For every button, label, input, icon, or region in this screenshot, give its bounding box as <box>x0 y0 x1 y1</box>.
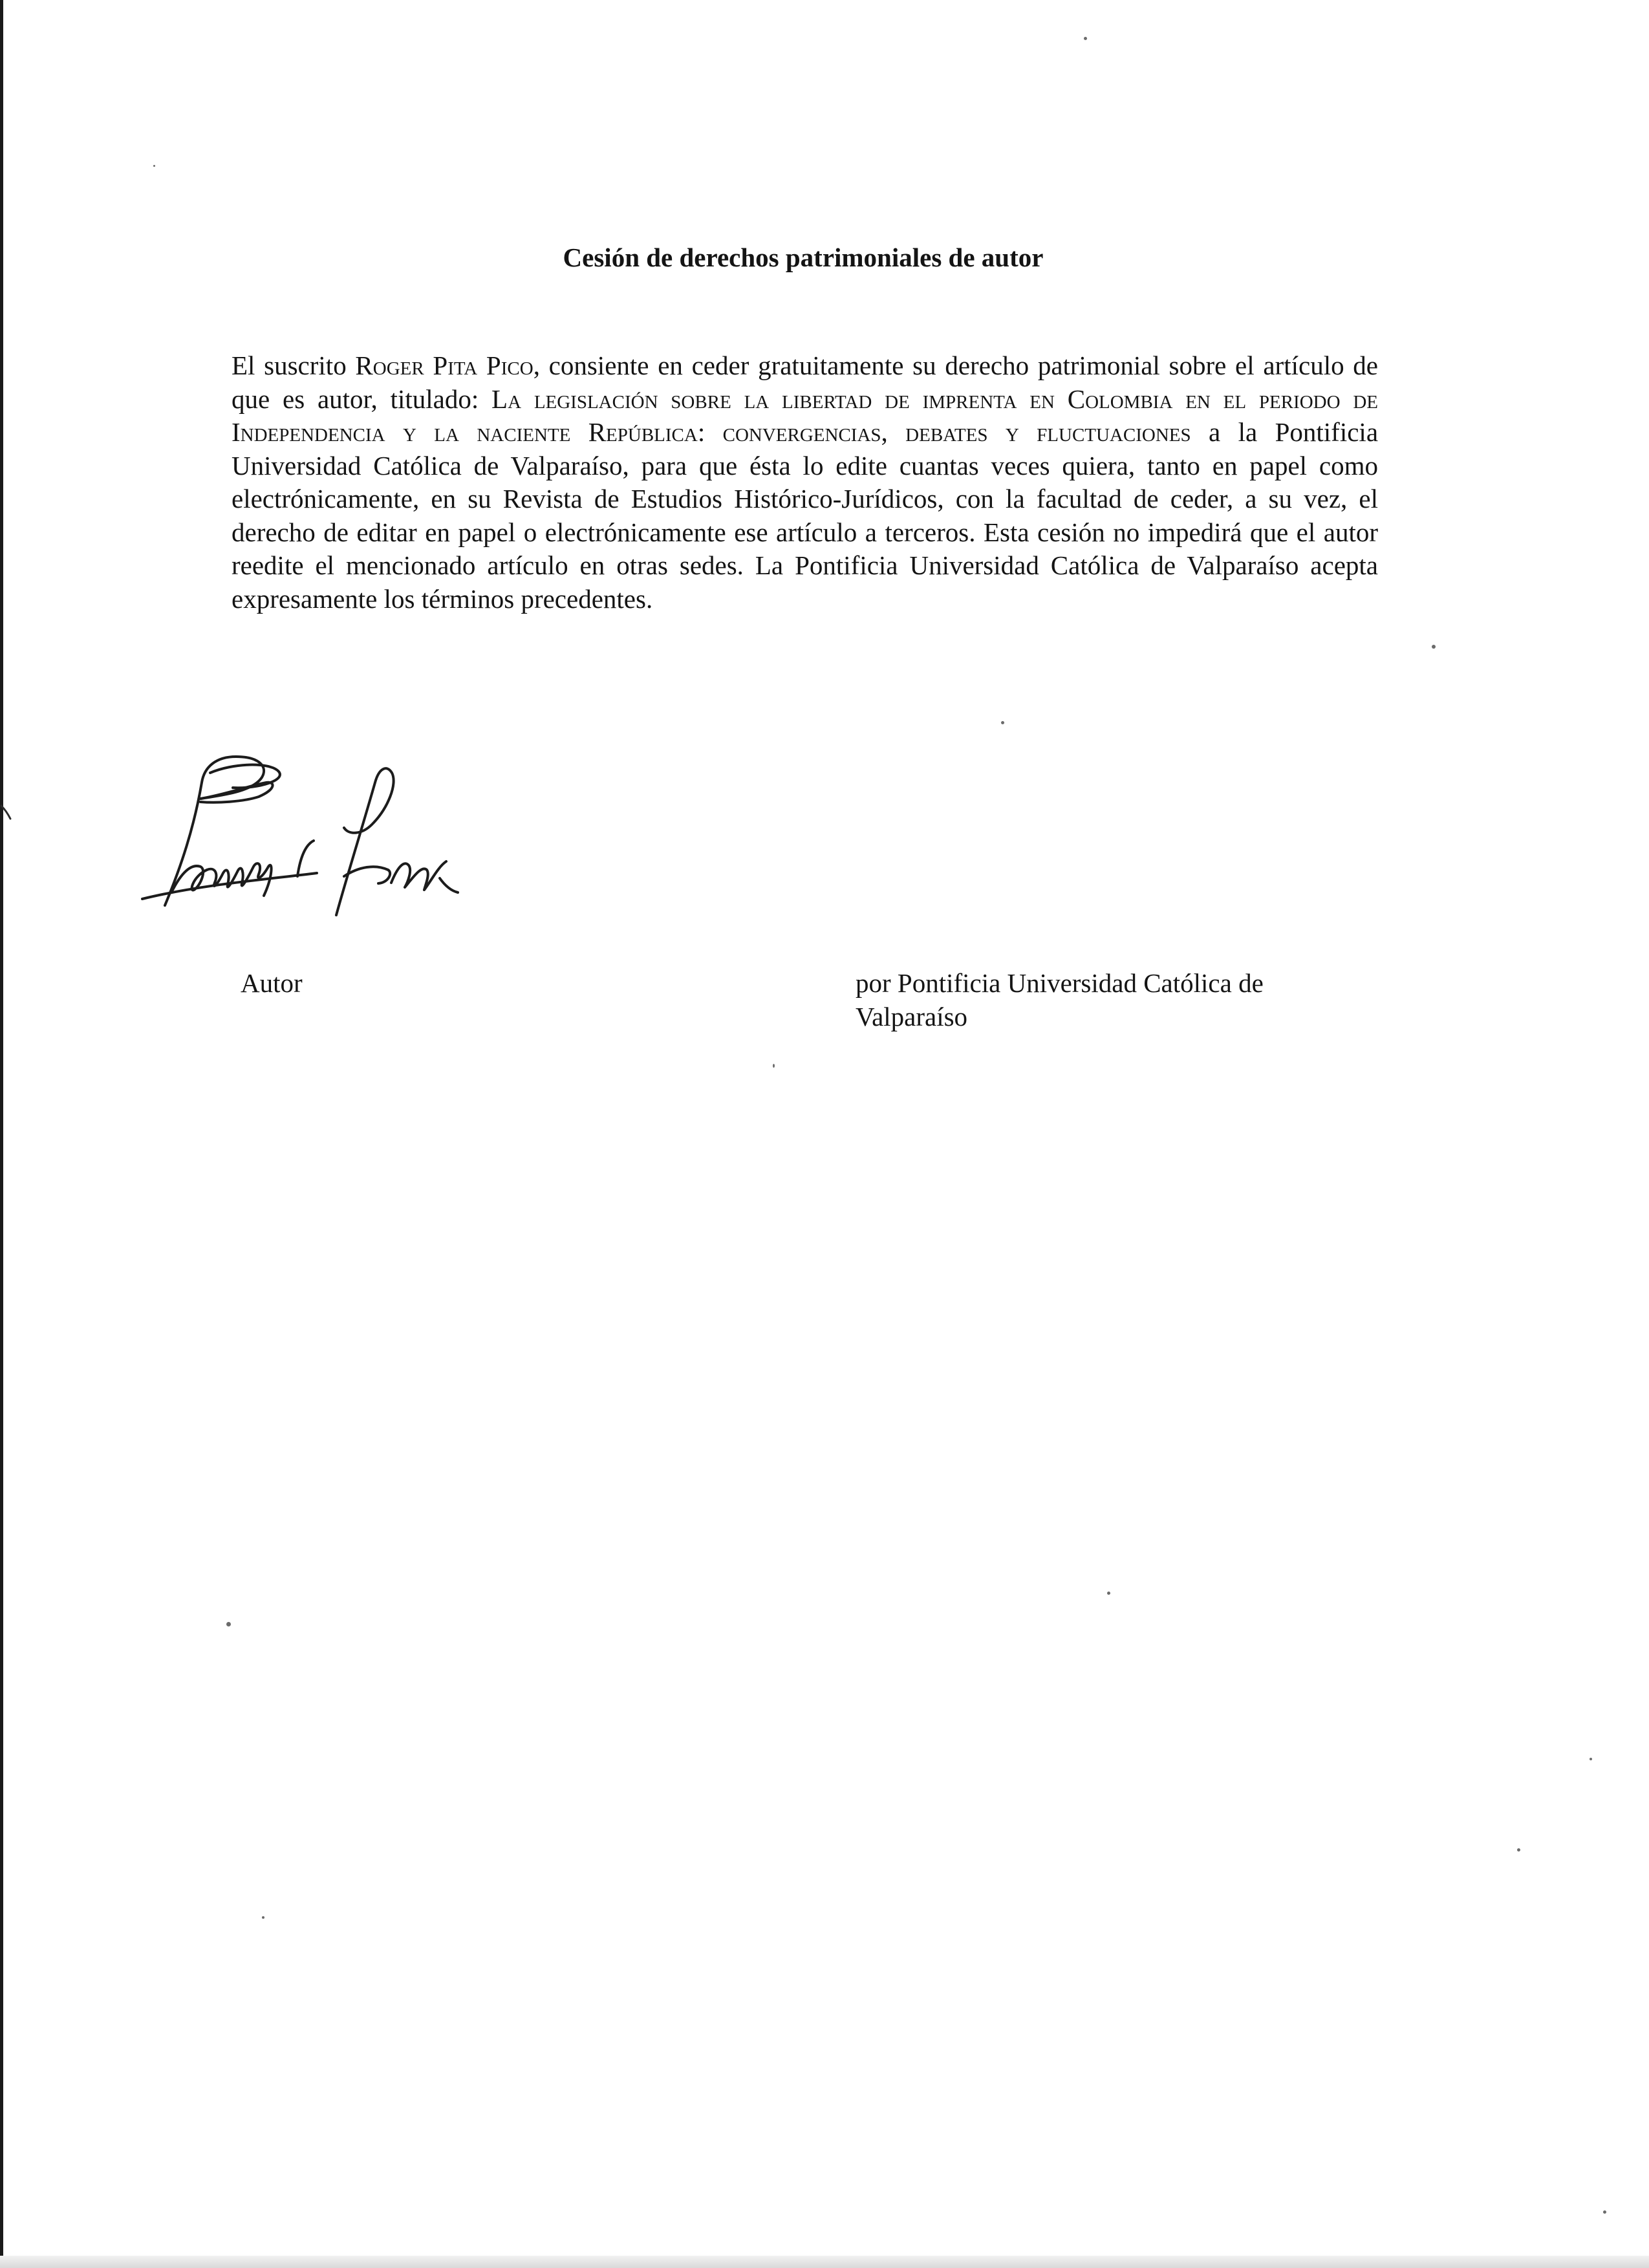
scan-speck <box>1107 1592 1110 1595</box>
scan-speck <box>262 1916 264 1919</box>
article-title: La legislación sobre la libertad de imprenta en Colombia en el periodo de Independencia y la naciente República: convergencias, debates y fluctuaciones <box>232 383 1378 447</box>
scan-speck <box>1517 1848 1520 1852</box>
margin-mark <box>0 803 13 823</box>
document-title: Cesión de derechos patrimoniales de autor <box>563 243 1044 272</box>
author-signature-label: Autor <box>241 968 303 998</box>
scan-speck <box>1590 1758 1592 1760</box>
scan-speck <box>1432 645 1436 649</box>
body-terms-text: a la Pontificia Universidad Católica de Valparaíso, para que ésta lo edite cuantas veces quiera, tanto en papel como electrónicamente, en su Revista de Estudios Histórico-Jurídicos, con la facultad de ceder, a su vez, el derecho de editar en papel o electrónicamente ese artículo a terceros. Esta cesión no impedirá que el autor reedite el mencionado artículo en otras sedes. La Pontificia Universidad Católica de Valparaíso acepta expresamente los términos precedentes. <box>232 417 1379 614</box>
body-consent-text: , consiente en ceder gratuitamente su derecho patrimonial sobre el artículo de que es autor, titulado: <box>232 351 1378 414</box>
institution-signature-label: por Pontificia Universidad Católica de Valparaíso <box>856 968 1264 1031</box>
scan-speck <box>153 165 155 167</box>
scan-speck <box>1603 2210 1606 2214</box>
scan-speck <box>226 1622 231 1626</box>
scan-speck <box>773 1064 775 1068</box>
assignment-paragraph <box>232 349 1378 616</box>
scan-speck <box>1084 37 1087 40</box>
author-name: Roger Pita Pico <box>355 351 534 380</box>
scan-speck <box>1001 721 1004 724</box>
scan-bottom-edge <box>0 2256 1649 2268</box>
author-signature <box>103 737 466 918</box>
scan-left-edge <box>0 0 3 2268</box>
body-intro-text: El suscrito <box>232 351 356 380</box>
